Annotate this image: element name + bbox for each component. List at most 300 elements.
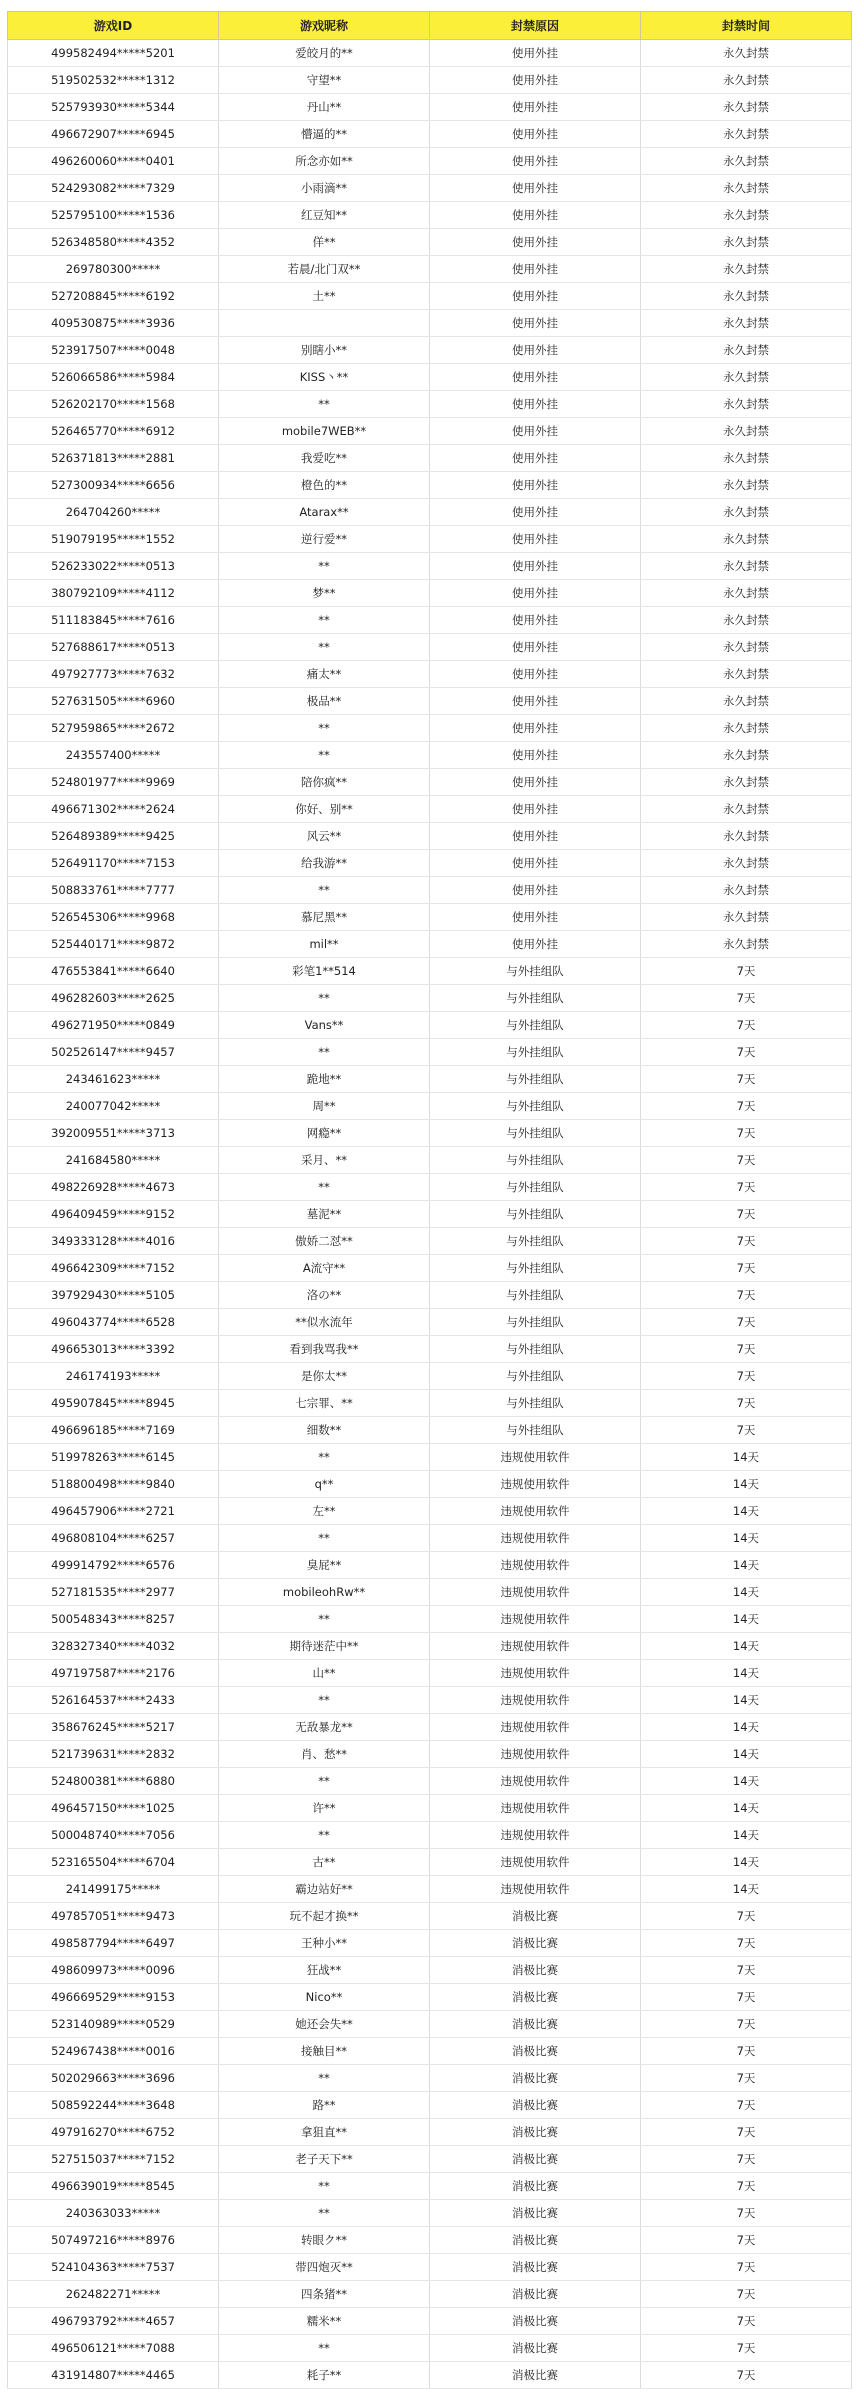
cell-nickname: ** (219, 1768, 430, 1795)
cell-ban-duration: 永久封禁 (641, 40, 852, 67)
cell-ban-duration: 永久封禁 (641, 121, 852, 148)
cell-ban-duration: 7天 (641, 958, 852, 985)
cell-ban-reason: 与外挂组队 (430, 1093, 641, 1120)
cell-game-id: 508833761*****7777 (8, 877, 219, 904)
cell-ban-duration: 永久封禁 (641, 310, 852, 337)
table-row (8, 2200, 852, 2227)
cell-ban-duration: 永久封禁 (641, 742, 852, 769)
cell-nickname: **似水流年 (219, 1309, 430, 1336)
cell-ban-reason: 使用外挂 (430, 67, 641, 94)
cell-ban-reason: 使用外挂 (430, 310, 641, 337)
cell-nickname: 山** (219, 1660, 430, 1687)
cell-game-id: 526066586*****5984 (8, 364, 219, 391)
table-row (8, 1201, 852, 1228)
table-row (8, 1228, 852, 1255)
cell-ban-reason: 使用外挂 (430, 850, 641, 877)
cell-ban-reason: 与外挂组队 (430, 1039, 641, 1066)
cell-game-id: 498587794*****6497 (8, 1930, 219, 1957)
cell-nickname: 肖、愁** (219, 1741, 430, 1768)
cell-ban-reason: 使用外挂 (430, 877, 641, 904)
cell-ban-duration: 14天 (641, 1525, 852, 1552)
cell-nickname: 王种小** (219, 1930, 430, 1957)
cell-game-id: 500048740*****7056 (8, 1822, 219, 1849)
cell-ban-reason: 使用外挂 (430, 526, 641, 553)
table-row (8, 661, 852, 688)
cell-ban-reason: 使用外挂 (430, 607, 641, 634)
cell-ban-duration: 永久封禁 (641, 418, 852, 445)
cell-ban-reason: 与外挂组队 (430, 1417, 641, 1444)
table-row (8, 1444, 852, 1471)
cell-game-id: 496409459*****9152 (8, 1201, 219, 1228)
cell-ban-duration: 7天 (641, 2065, 852, 2092)
table-row (8, 2038, 852, 2065)
cell-game-id: 518800498*****9840 (8, 1471, 219, 1498)
cell-game-id: 526371813*****2881 (8, 445, 219, 472)
table-row (8, 2308, 852, 2335)
table-row (8, 1336, 852, 1363)
cell-nickname: 接触目** (219, 2038, 430, 2065)
cell-ban-duration: 7天 (641, 2173, 852, 2200)
cell-ban-reason: 违规使用软件 (430, 1579, 641, 1606)
cell-ban-duration: 14天 (641, 1714, 852, 1741)
cell-game-id: 519978263*****6145 (8, 1444, 219, 1471)
cell-nickname: 守望** (219, 67, 430, 94)
cell-nickname: ** (219, 634, 430, 661)
table-row (8, 1147, 852, 1174)
cell-game-id: 496672907*****6945 (8, 121, 219, 148)
table-row (8, 202, 852, 229)
table-row (8, 2362, 852, 2389)
cell-nickname (219, 310, 430, 337)
cell-game-id: 496457906*****2721 (8, 1498, 219, 1525)
cell-ban-reason: 使用外挂 (430, 94, 641, 121)
cell-ban-duration: 7天 (641, 2308, 852, 2335)
table-row (8, 958, 852, 985)
cell-ban-reason: 消极比赛 (430, 2173, 641, 2200)
cell-nickname: 洛の** (219, 1282, 430, 1309)
cell-game-id: 526491170*****7153 (8, 850, 219, 877)
cell-nickname: 狂战** (219, 1957, 430, 1984)
cell-ban-duration: 永久封禁 (641, 553, 852, 580)
cell-game-id: 525795100*****1536 (8, 202, 219, 229)
cell-ban-reason: 违规使用软件 (430, 1768, 641, 1795)
table-row (8, 1957, 852, 1984)
cell-ban-reason: 违规使用软件 (430, 1444, 641, 1471)
cell-ban-reason: 消极比赛 (430, 2065, 641, 2092)
cell-game-id: 524800381*****6880 (8, 1768, 219, 1795)
table-row (8, 1120, 852, 1147)
table-row (8, 1660, 852, 1687)
header-game-id: 游戏ID (8, 12, 219, 40)
cell-nickname: 霸边站好** (219, 1876, 430, 1903)
cell-ban-duration: 永久封禁 (641, 256, 852, 283)
cell-nickname: 路** (219, 2092, 430, 2119)
header-ban-reason: 封禁原因 (430, 12, 641, 40)
cell-ban-reason: 与外挂组队 (430, 1147, 641, 1174)
cell-ban-duration: 14天 (641, 1687, 852, 1714)
table-row (8, 1687, 852, 1714)
table-row (8, 1903, 852, 1930)
cell-ban-duration: 永久封禁 (641, 499, 852, 526)
cell-game-id: 476553841*****6640 (8, 958, 219, 985)
cell-ban-duration: 永久封禁 (641, 391, 852, 418)
table-row (8, 1525, 852, 1552)
cell-nickname: 臭屁** (219, 1552, 430, 1579)
cell-game-id: 240363033***** (8, 2200, 219, 2227)
cell-game-id: 496260060*****0401 (8, 148, 219, 175)
table-row (8, 2254, 852, 2281)
cell-nickname: 丹山** (219, 94, 430, 121)
cell-ban-reason: 与外挂组队 (430, 1363, 641, 1390)
cell-ban-duration: 永久封禁 (641, 796, 852, 823)
cell-game-id: 527208845*****6192 (8, 283, 219, 310)
cell-ban-duration: 7天 (641, 1201, 852, 1228)
cell-ban-reason: 使用外挂 (430, 445, 641, 472)
cell-nickname: 周** (219, 1093, 430, 1120)
cell-nickname: ** (219, 2200, 430, 2227)
cell-ban-duration: 永久封禁 (641, 472, 852, 499)
cell-ban-duration: 14天 (641, 1579, 852, 1606)
cell-ban-reason: 消极比赛 (430, 2227, 641, 2254)
cell-ban-duration: 7天 (641, 2011, 852, 2038)
cell-ban-reason: 违规使用软件 (430, 1849, 641, 1876)
cell-game-id: 500548343*****8257 (8, 1606, 219, 1633)
cell-ban-duration: 7天 (641, 1039, 852, 1066)
cell-nickname: 带四炮灭** (219, 2254, 430, 2281)
cell-game-id: 523140989*****0529 (8, 2011, 219, 2038)
cell-ban-duration: 永久封禁 (641, 850, 852, 877)
cell-nickname: 橙色的** (219, 472, 430, 499)
cell-game-id: 524967438*****0016 (8, 2038, 219, 2065)
cell-game-id: 521739631*****2832 (8, 1741, 219, 1768)
cell-ban-duration: 永久封禁 (641, 283, 852, 310)
table-row (8, 40, 852, 67)
cell-ban-duration: 14天 (641, 1768, 852, 1795)
table-row (8, 877, 852, 904)
cell-ban-reason: 使用外挂 (430, 553, 641, 580)
cell-ban-reason: 消极比赛 (430, 2011, 641, 2038)
table-row (8, 1174, 852, 1201)
cell-ban-duration: 永久封禁 (641, 904, 852, 931)
cell-ban-reason: 违规使用软件 (430, 1741, 641, 1768)
cell-game-id: 527959865*****2672 (8, 715, 219, 742)
cell-ban-reason: 违规使用软件 (430, 1660, 641, 1687)
cell-nickname: 极品** (219, 688, 430, 715)
table-row (8, 1282, 852, 1309)
cell-nickname: ** (219, 553, 430, 580)
cell-game-id: 498609973*****0096 (8, 1957, 219, 1984)
cell-ban-reason: 违规使用软件 (430, 1471, 641, 1498)
cell-ban-duration: 永久封禁 (641, 877, 852, 904)
table-row (8, 1606, 852, 1633)
table-row (8, 904, 852, 931)
cell-ban-reason: 使用外挂 (430, 337, 641, 364)
cell-game-id: 496696185*****7169 (8, 1417, 219, 1444)
cell-ban-duration: 永久封禁 (641, 823, 852, 850)
cell-game-id: 499914792*****6576 (8, 1552, 219, 1579)
cell-game-id: 243461623***** (8, 1066, 219, 1093)
cell-ban-duration: 7天 (641, 2038, 852, 2065)
table-row (8, 1633, 852, 1660)
cell-ban-reason: 使用外挂 (430, 472, 641, 499)
cell-nickname: 玩不起才换** (219, 1903, 430, 1930)
cell-game-id: 349333128*****4016 (8, 1228, 219, 1255)
cell-ban-reason: 违规使用软件 (430, 1498, 641, 1525)
cell-ban-duration: 7天 (641, 1930, 852, 1957)
table-row (8, 769, 852, 796)
table-row (8, 1093, 852, 1120)
cell-ban-reason: 使用外挂 (430, 688, 641, 715)
table-row (8, 1390, 852, 1417)
cell-ban-reason: 消极比赛 (430, 2254, 641, 2281)
cell-nickname: 痛太** (219, 661, 430, 688)
cell-nickname: 梦** (219, 580, 430, 607)
cell-ban-reason: 使用外挂 (430, 148, 641, 175)
table-row (8, 1255, 852, 1282)
cell-game-id: 524801977*****9969 (8, 769, 219, 796)
cell-ban-duration: 14天 (641, 1660, 852, 1687)
cell-ban-duration: 永久封禁 (641, 445, 852, 472)
cell-game-id: 526489389*****9425 (8, 823, 219, 850)
table-row (8, 1822, 852, 1849)
cell-nickname: 老子天下** (219, 2146, 430, 2173)
cell-game-id: 523917507*****0048 (8, 337, 219, 364)
cell-game-id: 527631505*****6960 (8, 688, 219, 715)
table-row (8, 2146, 852, 2173)
table-row (8, 607, 852, 634)
cell-ban-reason: 消极比赛 (430, 2362, 641, 2389)
cell-ban-duration: 14天 (641, 1876, 852, 1903)
table-row (8, 391, 852, 418)
cell-game-id: 243557400***** (8, 742, 219, 769)
table-row (8, 67, 852, 94)
cell-ban-duration: 7天 (641, 1984, 852, 2011)
cell-game-id: 497197587*****2176 (8, 1660, 219, 1687)
cell-game-id: 526233022*****0513 (8, 553, 219, 580)
cell-ban-reason: 使用外挂 (430, 229, 641, 256)
cell-game-id: 527515037*****7152 (8, 2146, 219, 2173)
cell-nickname: 墓泥** (219, 1201, 430, 1228)
cell-game-id: 498226928*****4673 (8, 1174, 219, 1201)
cell-nickname: 土** (219, 283, 430, 310)
table-row (8, 283, 852, 310)
cell-ban-reason: 与外挂组队 (430, 1228, 641, 1255)
table-row (8, 823, 852, 850)
cell-ban-reason: 与外挂组队 (430, 1390, 641, 1417)
cell-ban-reason: 使用外挂 (430, 715, 641, 742)
cell-ban-reason: 违规使用软件 (430, 1606, 641, 1633)
table-row (8, 526, 852, 553)
cell-ban-reason: 违规使用软件 (430, 1525, 641, 1552)
cell-ban-duration: 永久封禁 (641, 526, 852, 553)
cell-ban-duration: 永久封禁 (641, 715, 852, 742)
cell-nickname: 古** (219, 1849, 430, 1876)
cell-ban-duration: 7天 (641, 2281, 852, 2308)
table-row (8, 1876, 852, 1903)
cell-nickname: 看到我骂我** (219, 1336, 430, 1363)
cell-ban-duration: 7天 (641, 1147, 852, 1174)
cell-ban-reason: 违规使用软件 (430, 1795, 641, 1822)
table-row (8, 1471, 852, 1498)
cell-nickname: mobileohRw** (219, 1579, 430, 1606)
cell-game-id: 328327340*****4032 (8, 1633, 219, 1660)
cell-game-id: 496506121*****7088 (8, 2335, 219, 2362)
cell-ban-reason: 与外挂组队 (430, 985, 641, 1012)
cell-ban-reason: 使用外挂 (430, 742, 641, 769)
cell-nickname: 傲娇二怼** (219, 1228, 430, 1255)
cell-ban-reason: 使用外挂 (430, 121, 641, 148)
cell-nickname: ** (219, 877, 430, 904)
cell-ban-reason: 消极比赛 (430, 2119, 641, 2146)
cell-nickname: q** (219, 1471, 430, 1498)
cell-game-id: 241499175***** (8, 1876, 219, 1903)
table-row (8, 553, 852, 580)
table-row (8, 310, 852, 337)
cell-nickname: 逆行爱** (219, 526, 430, 553)
table-row (8, 1417, 852, 1444)
cell-ban-duration: 14天 (641, 1633, 852, 1660)
cell-game-id: 527688617*****0513 (8, 634, 219, 661)
cell-game-id: 496642309*****7152 (8, 1255, 219, 1282)
cell-game-id: 508592244*****3648 (8, 2092, 219, 2119)
cell-game-id: 526545306*****9968 (8, 904, 219, 931)
cell-nickname: ** (219, 715, 430, 742)
cell-ban-reason: 消极比赛 (430, 1903, 641, 1930)
cell-ban-reason: 使用外挂 (430, 283, 641, 310)
cell-ban-reason: 与外挂组队 (430, 1066, 641, 1093)
table-row (8, 1012, 852, 1039)
cell-ban-reason: 消极比赛 (430, 2092, 641, 2119)
table-row (8, 1309, 852, 1336)
cell-ban-reason: 使用外挂 (430, 40, 641, 67)
cell-ban-duration: 7天 (641, 1120, 852, 1147)
cell-nickname: 细数** (219, 1417, 430, 1444)
cell-game-id: 502029663*****3696 (8, 2065, 219, 2092)
cell-nickname: 网瘾** (219, 1120, 430, 1147)
cell-ban-duration: 7天 (641, 2092, 852, 2119)
cell-nickname: 风云** (219, 823, 430, 850)
cell-game-id: 502526147*****9457 (8, 1039, 219, 1066)
cell-game-id: 240077042***** (8, 1093, 219, 1120)
cell-nickname: 无敌暴龙** (219, 1714, 430, 1741)
cell-nickname: ** (219, 1606, 430, 1633)
table-row (8, 364, 852, 391)
cell-game-id: 496669529*****9153 (8, 1984, 219, 2011)
cell-game-id: 496043774*****6528 (8, 1309, 219, 1336)
cell-nickname: ** (219, 1174, 430, 1201)
cell-ban-reason: 消极比赛 (430, 1930, 641, 1957)
cell-game-id: 431914807*****4465 (8, 2362, 219, 2389)
cell-nickname: 所念亦如** (219, 148, 430, 175)
cell-ban-duration: 永久封禁 (641, 175, 852, 202)
table-row (8, 634, 852, 661)
cell-ban-reason: 使用外挂 (430, 796, 641, 823)
cell-game-id: 496457150*****1025 (8, 1795, 219, 1822)
cell-ban-reason: 消极比赛 (430, 2038, 641, 2065)
cell-ban-duration: 7天 (641, 1336, 852, 1363)
cell-ban-duration: 7天 (641, 2362, 852, 2389)
cell-ban-reason: 使用外挂 (430, 823, 641, 850)
table-row (8, 1741, 852, 1768)
table-row (8, 2173, 852, 2200)
cell-game-id: 397929430*****5105 (8, 1282, 219, 1309)
cell-ban-reason: 违规使用软件 (430, 1633, 641, 1660)
cell-ban-duration: 永久封禁 (641, 580, 852, 607)
table-row (8, 1498, 852, 1525)
cell-ban-reason: 使用外挂 (430, 661, 641, 688)
cell-nickname: Atarax** (219, 499, 430, 526)
table-row (8, 175, 852, 202)
table-row (8, 2227, 852, 2254)
cell-game-id: 526465770*****6912 (8, 418, 219, 445)
cell-nickname: ** (219, 391, 430, 418)
cell-nickname: ** (219, 1822, 430, 1849)
table-row (8, 1768, 852, 1795)
cell-game-id: 527300934*****6656 (8, 472, 219, 499)
cell-game-id: 358676245*****5217 (8, 1714, 219, 1741)
cell-ban-reason: 与外挂组队 (430, 1012, 641, 1039)
cell-game-id: 496271950*****0849 (8, 1012, 219, 1039)
table-row (8, 796, 852, 823)
cell-nickname: Vans** (219, 1012, 430, 1039)
cell-ban-reason: 消极比赛 (430, 2281, 641, 2308)
cell-ban-reason: 使用外挂 (430, 256, 641, 283)
cell-ban-duration: 7天 (641, 2254, 852, 2281)
cell-game-id: 525440171*****9872 (8, 931, 219, 958)
header-ban-duration: 封禁时间 (641, 12, 852, 40)
cell-ban-duration: 14天 (641, 1822, 852, 1849)
cell-nickname: 陪你疯** (219, 769, 430, 796)
table-row (8, 1714, 852, 1741)
cell-nickname: 采月、** (219, 1147, 430, 1174)
cell-nickname: 我爱吃** (219, 445, 430, 472)
cell-ban-reason: 与外挂组队 (430, 1282, 641, 1309)
cell-nickname: mil** (219, 931, 430, 958)
cell-ban-reason: 消极比赛 (430, 1957, 641, 1984)
cell-ban-reason: 消极比赛 (430, 2200, 641, 2227)
cell-ban-reason: 消极比赛 (430, 1984, 641, 2011)
cell-ban-duration: 永久封禁 (641, 337, 852, 364)
header-nickname: 游戏昵称 (219, 12, 430, 40)
table-row (8, 1066, 852, 1093)
cell-ban-reason: 消极比赛 (430, 2335, 641, 2362)
cell-ban-reason: 使用外挂 (430, 904, 641, 931)
cell-ban-reason: 与外挂组队 (430, 1336, 641, 1363)
table-row (8, 2092, 852, 2119)
cell-ban-duration: 7天 (641, 1282, 852, 1309)
table-row (8, 499, 852, 526)
cell-game-id: 246174193***** (8, 1363, 219, 1390)
cell-nickname: ** (219, 607, 430, 634)
table-row (8, 256, 852, 283)
cell-ban-duration: 7天 (641, 1417, 852, 1444)
cell-ban-duration: 7天 (641, 2146, 852, 2173)
table-row (8, 445, 852, 472)
cell-game-id: 527181535*****2977 (8, 1579, 219, 1606)
cell-ban-duration: 7天 (641, 2227, 852, 2254)
table-row (8, 1039, 852, 1066)
cell-game-id: 264704260***** (8, 499, 219, 526)
cell-game-id: 523165504*****6704 (8, 1849, 219, 1876)
cell-ban-reason: 使用外挂 (430, 391, 641, 418)
cell-ban-duration: 14天 (641, 1498, 852, 1525)
cell-ban-duration: 7天 (641, 2200, 852, 2227)
table-row (8, 1363, 852, 1390)
table-row (8, 229, 852, 256)
cell-nickname: 左** (219, 1498, 430, 1525)
cell-ban-duration: 7天 (641, 1363, 852, 1390)
table-row (8, 580, 852, 607)
